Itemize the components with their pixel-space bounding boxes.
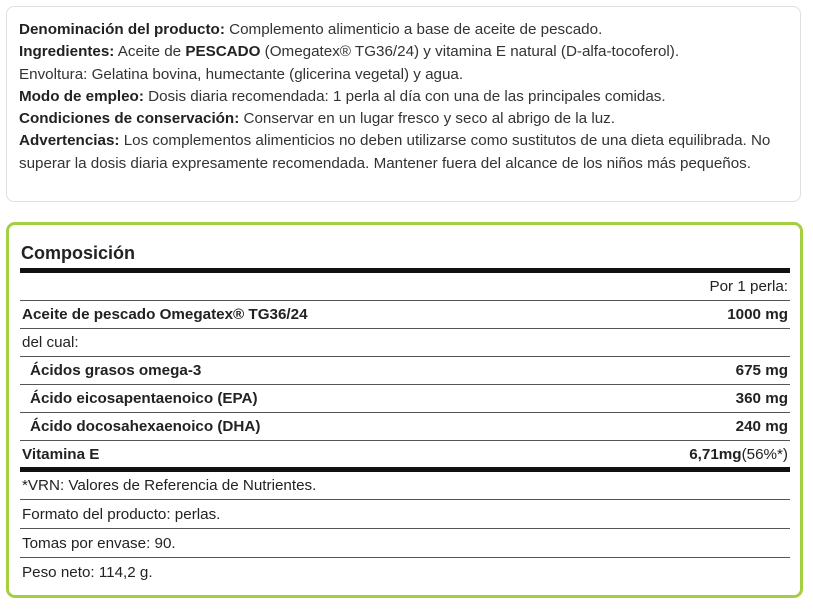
table-row	[20, 385, 790, 413]
footnote-text: Peso neto: 114,2 g.	[22, 563, 153, 581]
conservacion-value: Conservar en un lugar fresco y seco al abrigo de la luz.	[243, 110, 615, 128]
row-value: 240 mg	[735, 418, 788, 435]
row-name: Aceite de pescado Omegatex® TG36/24	[22, 306, 308, 323]
ingredientes-line	[19, 41, 788, 63]
composicion-title: Composición	[21, 243, 136, 263]
ingredientes-pre: Aceite de	[117, 43, 182, 61]
table-row	[20, 301, 790, 329]
advertencias-value: Los complementos alimenticios no deben utilizarse como sustitutos de una dieta equilibrada. No superar la dosis diaria expresamente recomendada. Mantener fuera del alcance de los niños más pequeños.	[19, 132, 771, 172]
composicion-box	[6, 222, 803, 598]
row-value: 1000 mg	[727, 306, 788, 323]
row-value: 360 mg	[735, 390, 788, 407]
row-name: Ácido docosahexaenoico (DHA)	[30, 418, 261, 435]
vitamina-vrn: (56%*)	[741, 445, 788, 463]
denominacion-value: Complemento alimenticio a base de aceite de pescado.	[229, 21, 603, 38]
ingredientes-post: (Omegatex® TG36/24) y vitamina E natural (D-alfa-tocoferol).	[264, 43, 680, 61]
footnote-text: Formato del producto: perlas.	[22, 505, 221, 523]
denominacion-line	[19, 19, 788, 41]
envoltura-line: Envoltura: Gelatina bovina, humectante (glicerina vegetal) y agua.	[19, 65, 464, 83]
conservacion-line	[19, 108, 788, 130]
modo-line	[19, 86, 788, 108]
row-name: Ácidos grasos omega-3	[30, 362, 202, 379]
row-value: 675 mg	[735, 362, 788, 379]
conservacion-label: Condiciones de conservación:	[19, 110, 240, 128]
table-row	[20, 357, 790, 385]
footnote-row	[20, 529, 790, 558]
footnote-row	[20, 500, 790, 529]
product-info-box	[6, 6, 801, 202]
advertencias-line	[19, 130, 788, 175]
vitamina-name: Vitamina E	[22, 445, 100, 463]
footnote-row	[20, 558, 790, 586]
modo-value: Dosis diaria recomendada: 1 perla al día con una de las principales comidas.	[148, 87, 666, 105]
ingredientes-label: Ingredientes:	[19, 43, 115, 61]
per-serving-header	[20, 273, 790, 301]
footnote-text: Tomas por envase: 90.	[22, 534, 176, 552]
modo-label: Modo de empleo:	[19, 87, 144, 105]
per-serving-label: Por 1 perla:	[709, 278, 788, 295]
ingredientes-allergen: PESCADO	[185, 43, 261, 61]
denominacion-label: Denominación del producto:	[19, 21, 225, 38]
row-name: del cual:	[22, 334, 79, 351]
table-row	[20, 413, 790, 441]
vitamina-value: 6,71mg	[689, 445, 742, 463]
vitamina-row	[20, 441, 790, 467]
table-row	[20, 329, 790, 357]
footnote-text: *VRN: Valores de Referencia de Nutrientes.	[22, 477, 317, 494]
footnote-row	[20, 472, 790, 500]
vitamina-amount	[689, 446, 788, 463]
row-name: Ácido eicosapentaenoico (EPA)	[30, 390, 258, 407]
advertencias-label: Advertencias:	[19, 132, 120, 150]
